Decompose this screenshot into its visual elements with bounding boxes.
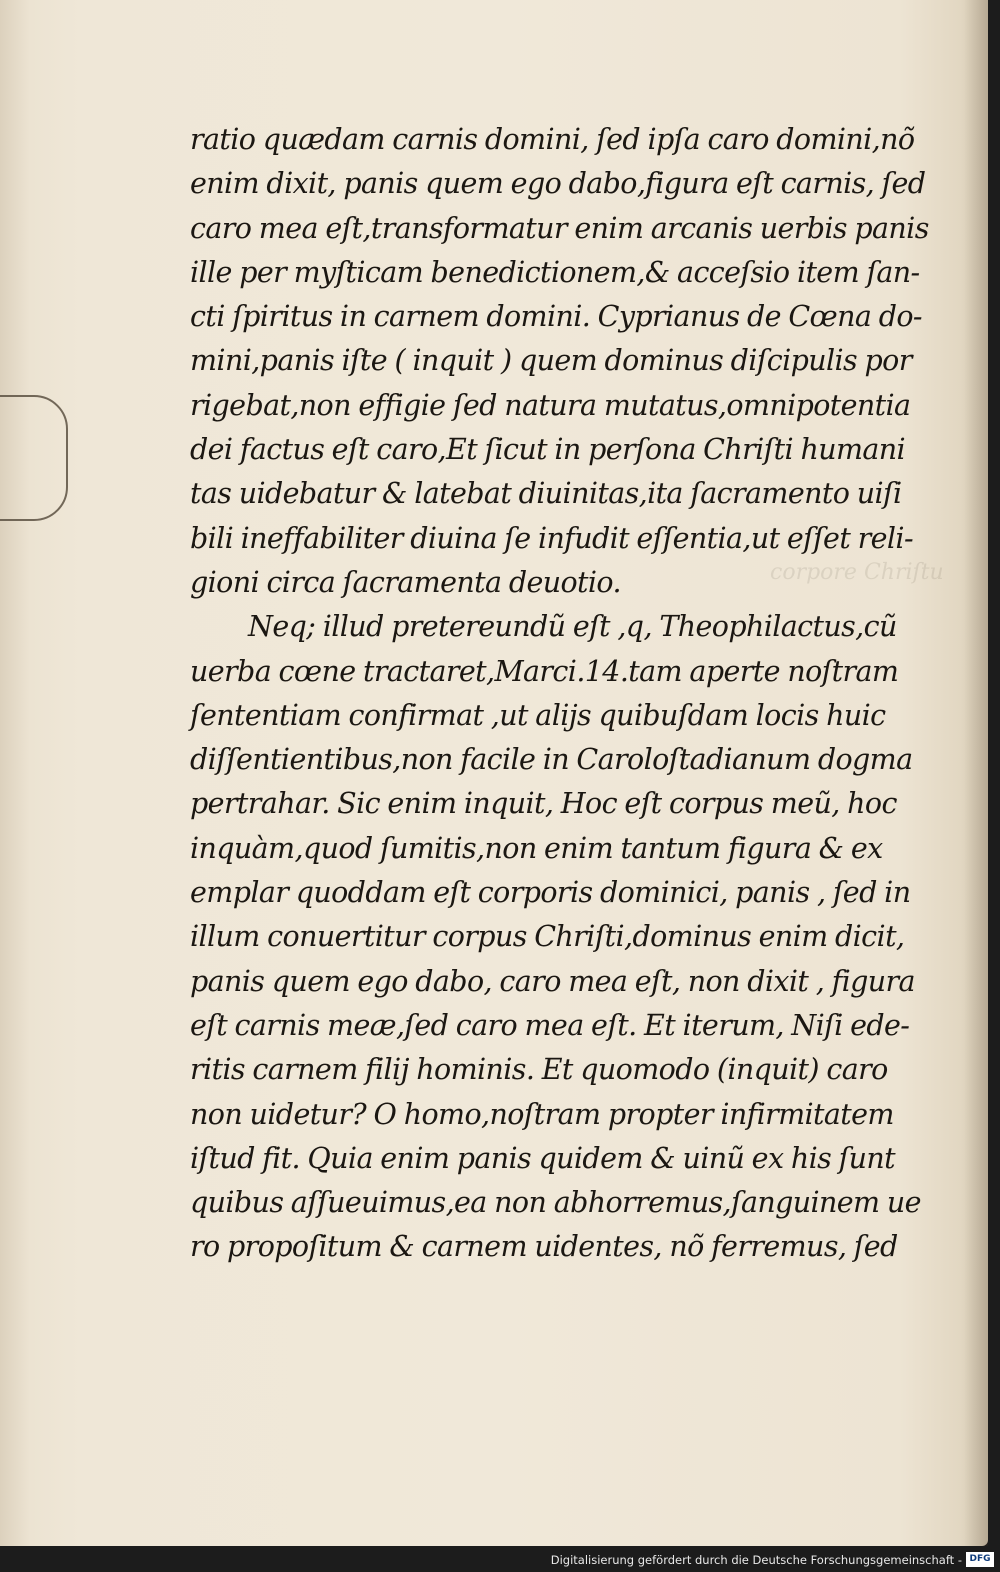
text-line: illum conuertitur corpus Chriſti,dominus enim dicit, <box>190 920 905 954</box>
text-line: diſſentientibus,non facile in Caroloſtadianum dogma <box>190 743 913 777</box>
text-line: emplar quoddam eſt corporis dominici, panis , ſed in <box>190 876 911 910</box>
text-line: ritis carnem filij hominis. Et quomodo (inquit) caro <box>190 1053 888 1087</box>
text-line: uerba cœne tractaret,Marci.14.tam aperte noſtram <box>190 654 899 688</box>
funding-credit: Digitalisierung gefördert durch die Deutsche Forschungsgemeinschaft - <box>550 1553 962 1567</box>
text-line: quibus aſſueuimus,ea non abhorremus,ſanguinem ue <box>190 1186 921 1220</box>
text-line: ille per myſticam benedictionem,& acceſsio item ſan- <box>190 255 920 289</box>
text-line: tas uidebatur & latebat diuinitas,ita ſacramento uiſi <box>190 477 902 511</box>
text-line: ſententiam confirmat ,ut alijs quibuſdam locis huic <box>190 698 886 732</box>
text-line: caro mea eſt,transformatur enim arcanis uerbis panis <box>190 211 929 245</box>
paragraph-start-line: Neq; illud pretereundũ eſt ,q, Theophilactus,cũ <box>248 610 897 644</box>
text-line: ratio quædam carnis domini, ſed ipſa caro domini,nõ <box>190 123 915 156</box>
text-line: pertrahar. Sic enim inquit, Hoc eſt corpus meũ, hoc <box>190 787 897 821</box>
footer-bar <box>0 1546 1000 1572</box>
text-line: eſt carnis meæ,ſed caro mea eſt. Et iterum, Niſi ede- <box>190 1008 910 1042</box>
text-line: bili ineffabiliter diuina ſe infudit eſſentia,ut eſſet reli- <box>190 521 913 555</box>
page-tab-mark <box>0 395 68 521</box>
show-through-text: corpore Chriſtu <box>770 560 944 585</box>
text-line: inquàm,quod ſumitis,non enim tantum figura & ex <box>190 831 883 865</box>
text-line: ro propoſitum & carnem uidentes, nõ ferremus, ſed <box>190 1230 898 1264</box>
text-line: rigebat,non effigie ſed natura mutatus,omnipotentia <box>190 388 911 422</box>
text-line: cti ſpiritus in carnem domini. Cyprianus de Cœna do- <box>190 300 922 334</box>
text-line: mini,panis iſte ( inquit ) quem dominus diſcipulis por <box>190 344 912 378</box>
text-line: dei factus eſt caro,Et ſicut in perſona Chriſti humani <box>190 433 906 467</box>
dfg-logo: DFG <box>966 1552 994 1567</box>
text-line: enim dixit, panis quem ego dabo,figura eſt carnis, ſed <box>190 167 926 201</box>
text-line: iſtud fit. Quia enim panis quidem & uinũ ex his ſunt <box>190 1141 895 1175</box>
latin-text-body <box>190 118 929 1270</box>
text-line: gioni circa ſacramenta deuotio. <box>190 565 621 599</box>
text-line: panis quem ego dabo, caro mea eſt, non dixit , figura <box>190 964 915 998</box>
text-line: non uidetur? O homo,noſtram propter infirmitatem <box>190 1097 894 1131</box>
